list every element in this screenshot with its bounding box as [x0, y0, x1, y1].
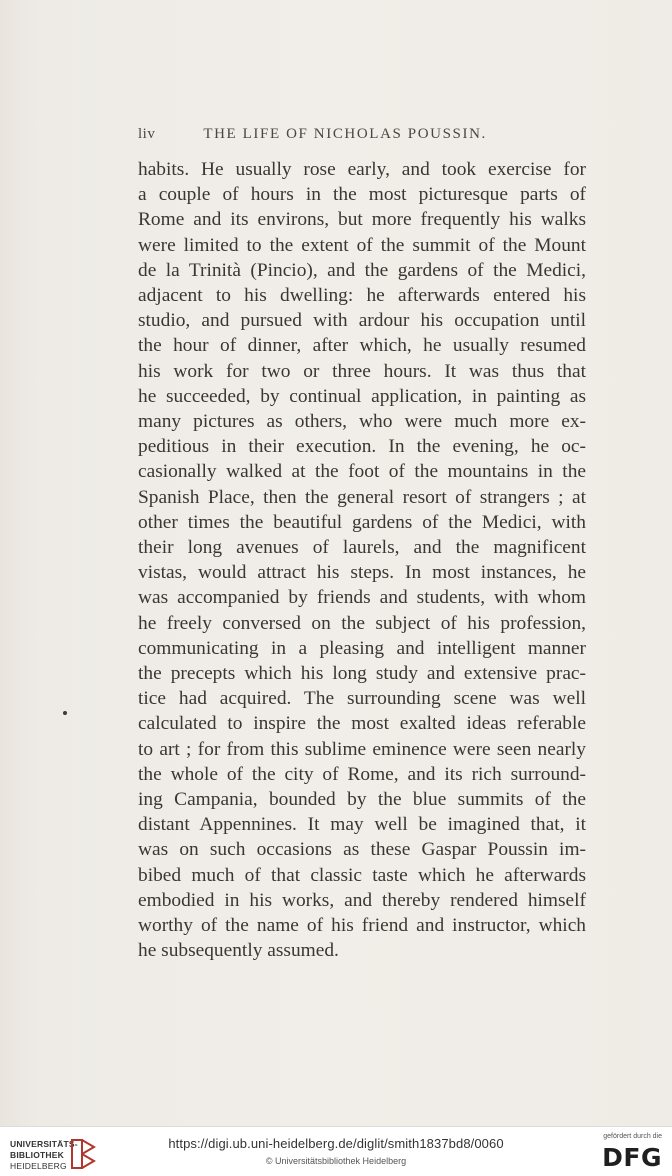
permalink[interactable]: https://digi.ub.uni-heidelberg.de/diglit/smith1837bd8/0060 [168, 1136, 504, 1151]
text-line: Spanish Place, then the general resort of strangers ; at [138, 486, 586, 508]
text-line: he subsequently assumed. [138, 940, 339, 962]
text-line: calculated to inspire the most exalted ideas referable [138, 713, 586, 735]
text-line: studio, and pursued with ardour his occupation until [138, 310, 586, 332]
text-line: other times the beautiful gardens of the Medici, with [138, 511, 586, 533]
dfg-wordmark: DFG [602, 1143, 662, 1172]
text-line: bibed much of that classic taste which he afterwards [138, 864, 586, 886]
running-title: THE LIFE OF NICHOLAS POUSSIN. [203, 126, 487, 142]
text-line: worthy of the name of his friend and instructor, which [138, 915, 586, 937]
copyright-notice: © Universitätsbibliothek Heidelberg [265, 1156, 407, 1166]
library-name-line2: BIBLIOTHEK [10, 1150, 64, 1160]
text-line: he freely conversed on the subject of his profession, [138, 612, 586, 634]
text-line: their long avenues of laurels, and the magnificent [138, 537, 586, 559]
university-library-logo[interactable] [10, 1137, 100, 1171]
text-line: was on such occasions as these Gaspar Poussin im- [138, 839, 586, 861]
margin-mark [63, 711, 67, 715]
text-line: was accompanied by friends and students, with whom [138, 587, 586, 609]
text-line: communicating in a pleasing and intelligent manner [138, 637, 586, 659]
text-line: Rome and its environs, but more frequently his walks [138, 209, 586, 231]
text-line: peditious in their execution. In the evening, he oc- [138, 436, 586, 458]
text-line: distant Appennines. It may well be imagined that, it [138, 814, 586, 836]
text-line: the hour of dinner, after which, he usually resumed [138, 335, 586, 357]
dfg-logo[interactable] [592, 1133, 662, 1173]
library-emblem-icon [68, 1137, 100, 1171]
viewer-footer [0, 1126, 672, 1176]
library-name-line1: UNIVERSITÄTS- [10, 1139, 78, 1149]
text-line: habits. He usually rose early, and took exercise for [138, 159, 586, 180]
text-line: a couple of hours in the most picturesque parts of [138, 184, 586, 206]
text-line: many pictures as others, who were much more ex- [138, 411, 586, 433]
text-line: he succeeded, by continual application, in painting as [138, 385, 586, 407]
text-line: the precepts which his long study and extensive prac- [138, 663, 586, 685]
text-line: embodied in his works, and thereby rendered himself [138, 889, 586, 911]
text-line: de la Trinità (Pincio), and the gardens of the Medici, [138, 259, 586, 281]
body-text [138, 157, 586, 964]
library-name-line3: HEIDELBERG [10, 1161, 67, 1171]
text-line: tice had acquired. The surrounding scene was well [138, 688, 586, 710]
text-line: casionally walked at the foot of the mountains in the [138, 461, 586, 483]
funder-caption: gefördert durch die [603, 1133, 662, 1140]
page-number: liv [138, 126, 156, 142]
text-line: his work for two or three hours. It was thus that [138, 360, 586, 382]
text-line: to art ; for from this sublime eminence were seen nearly [138, 738, 586, 760]
running-header [138, 126, 578, 143]
text-line: the whole of the city of Rome, and its rich surround- [138, 763, 586, 785]
text-line: adjacent to his dwelling: he afterwards entered his [138, 285, 586, 307]
text-line: were limited to the extent of the summit of the Mount [138, 234, 586, 256]
text-line: vistas, would attract his steps. In most instances, he [138, 562, 586, 584]
text-line: ing Campania, bounded by the blue summits of the [138, 789, 586, 811]
